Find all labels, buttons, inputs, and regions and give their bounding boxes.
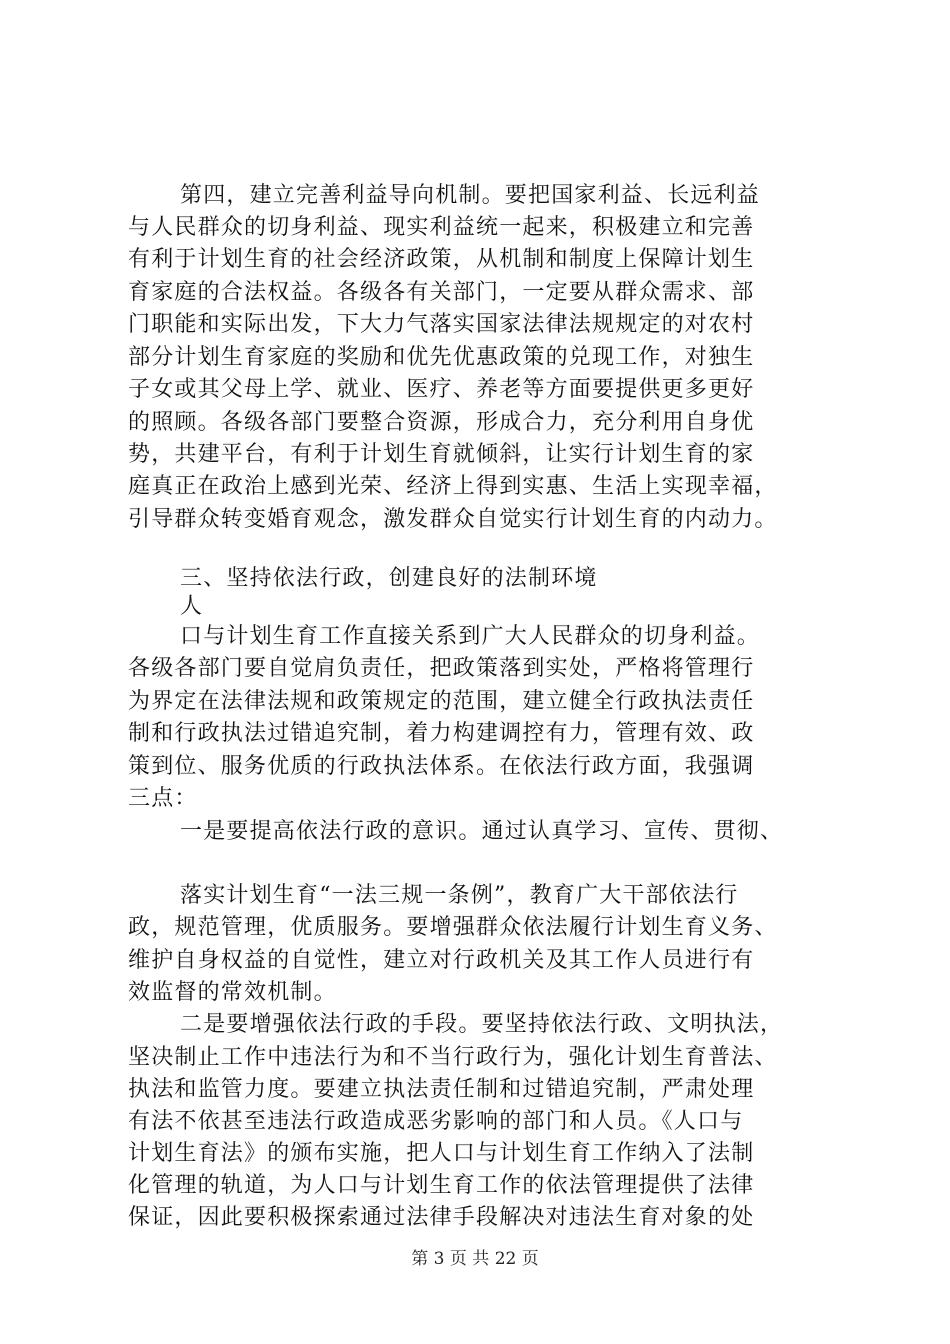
text-line: 第四，建立完善利益导向机制。要把国家利益、长远利益 [180, 183, 761, 208]
text-line: 子女或其父母上学、就业、医疗、养老等方面要提供更多更好 [128, 377, 755, 402]
text-line: 维护自身权益的自觉性，建立对行政机关及其工作人员进行有 [128, 948, 755, 973]
text-line: 的照顾。各级各部门要整合资源，形成合力，充分利用自身优 [128, 410, 755, 435]
text-line: 有法不依甚至违法行政造成恶劣影响的部门和人员。《人口与 [128, 1109, 744, 1134]
text-line: 各级各部门要自觉肩负责任，把政策落到实处，严格将管理行 [128, 656, 755, 681]
text-line: 与人民群众的切身利益、现实利益统一起来，积极建立和完善 [128, 215, 755, 240]
text-line: 三点： [128, 786, 198, 811]
text-line: 一是要提高依法行政的意识。通过认真学习、宣传、贯彻、 [180, 819, 784, 844]
text-line: 二是要增强依法行政的手段。要坚持依法行政、文明执法， [180, 1012, 784, 1037]
text-line: 效监督的常效机制。 [128, 980, 337, 1005]
text-line: 引导群众转变婚育观念，激发群众自觉实行计划生育的内动力。 [128, 507, 778, 532]
text-line: 部分计划生育家庭的奖励和优先优惠政策的兑现工作，对独生 [128, 345, 755, 370]
text-line: 化管理的轨道，为人口与计划生育工作的依法管理提供了法律 [128, 1173, 755, 1198]
text-line: 有利于计划生育的社会经济政策，从机制和制度上保障计划生 [128, 247, 755, 272]
text-line: 为界定在法律法规和政策规定的范围，建立健全行政执法责任 [128, 689, 755, 714]
text-line: 坚决制止工作中违法行为和不当行政行为，强化计划生育普法、 [128, 1045, 778, 1070]
text-line: 门职能和实际出发，下大力气落实国家法律法规规定的对农村 [128, 312, 755, 337]
section-heading: 三、坚持依法行政，创建良好的法制环境 [180, 566, 598, 591]
text-line: 政，规范管理，优质服务。要增强群众依法履行计划生育义务、 [128, 915, 778, 940]
text-line: 制和行政执法过错追究制，着力构建调控有力，管理有效、政 [128, 721, 755, 746]
text-line: 势，共建平台，有利于计划生育就倾斜，让实行计划生育的家 [128, 442, 755, 467]
text-line: 计划生育法》的颁布实施，把人口与计划生育工作纳入了法制 [128, 1141, 755, 1166]
page-footer: 第 3 页 共 22 页 [411, 1249, 539, 1269]
text-line: 落实计划生育“一法三规一条例”，教育广大干部依法行 [180, 883, 739, 908]
text-line: 策到位、服务优质的行政执法体系。在依法行政方面，我强调 [128, 754, 755, 779]
text-line: 口与计划生育工作直接关系到广大人民群众的切身利益。 [180, 624, 761, 649]
text-line: 执法和监管力度。要建立执法责任制和过错追究制，严肃处理 [128, 1077, 755, 1102]
text-line: 人 [180, 594, 204, 619]
text-line: 庭真正在政治上感到光荣、经济上得到实惠、生活上实现幸福， [128, 474, 778, 499]
text-line: 保证，因此要积极探索通过法律手段解决对违法生育对象的处 [128, 1205, 755, 1230]
text-line: 育家庭的合法权益。各级各有关部门，一定要从群众需求、部 [128, 280, 755, 305]
